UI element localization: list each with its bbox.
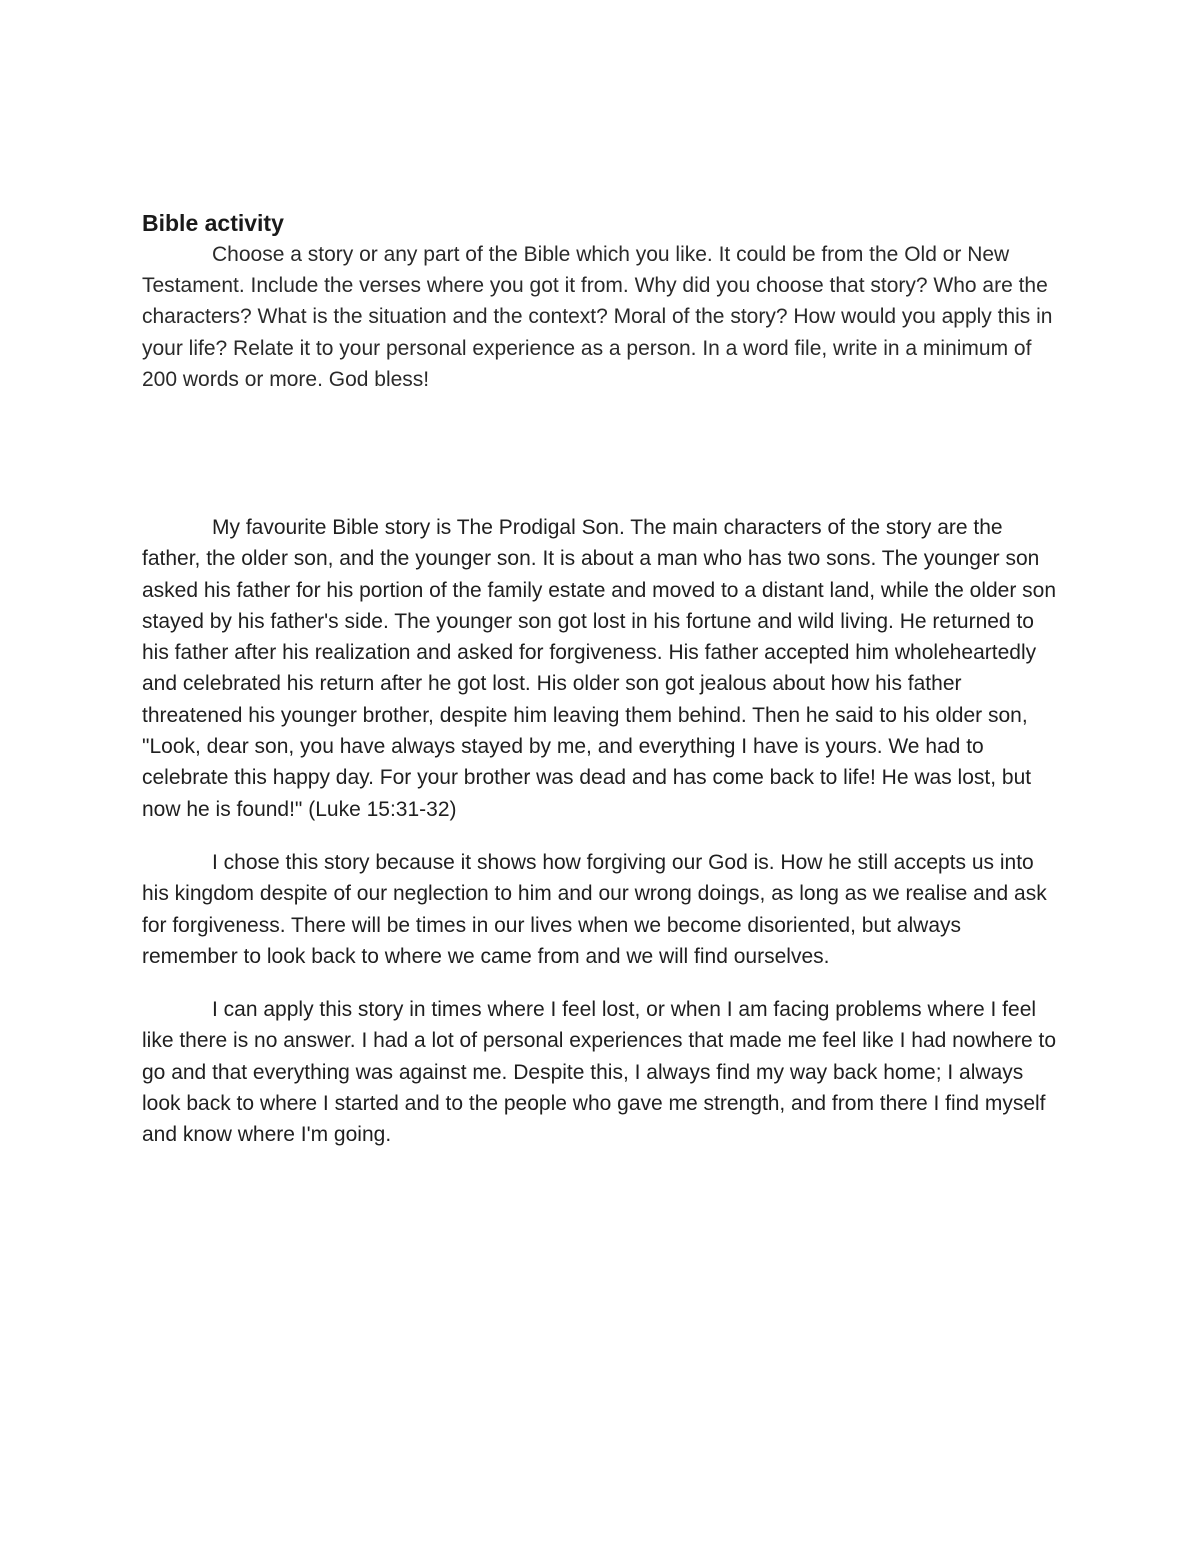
essay-paragraph-application: I can apply this story in times where I feel lost, or when I am facing problems where I feel like there is no answer. I had a lot of personal experiences that made me feel like I had nowhere to go and that everything was against me. Despite this, I always find my way back home; I always look back to where I started and to the people who gave me strength, and from there I find myself and know where I'm going. [142, 998, 1057, 1147]
document-title: Bible activity [142, 210, 284, 236]
activity-instructions [142, 208, 1072, 395]
essay-paragraph-story: My favourite Bible story is The Prodigal Son. The main characters of the story are the father, the older son, and the younger son. It is about a man who has two sons. The younger son asked his father for his portion of the family estate and moved to a distant land, while the older son stayed by his father's side. The younger son got lost in his fortune and wild living. He returned to his father after his realization and asked for forgiveness. His father accepted him wholeheartedly and celebrated his return after he got lost. His older son got jealous about how his father threatened his younger brother, despite him leaving them behind. Then he said to his older son, "Look, dear son, you have always stayed by me, and everything I have is yours. We had to celebrate this happy day. For your brother was dead and has come back to life! He was lost, but now he is found!" (Luke 15:31-32) [142, 516, 1057, 821]
essay-paragraph-reason: I chose this story because it shows how forgiving our God is. How he still accepts us into his kingdom despite of our neglection to him and our wrong doings, as long as we realise and ask for forgiveness. There will be times in our lives when we become disoriented, but always remember to look back to where we came from and we will find ourselves. [142, 850, 1047, 968]
activity-prompt: Choose a story or any part of the Bible which you like. It could be from the Old or New Testament. Include the verses where you got it from. Why did you choose that story? Who are the characters? What is the situation and the context? Moral of the story? How would you apply this in your life? Relate it to your personal experience as a person. In a word file, write in a minimum of 200 words or more. God bless! [142, 243, 1053, 391]
essay-body [142, 512, 1062, 1173]
